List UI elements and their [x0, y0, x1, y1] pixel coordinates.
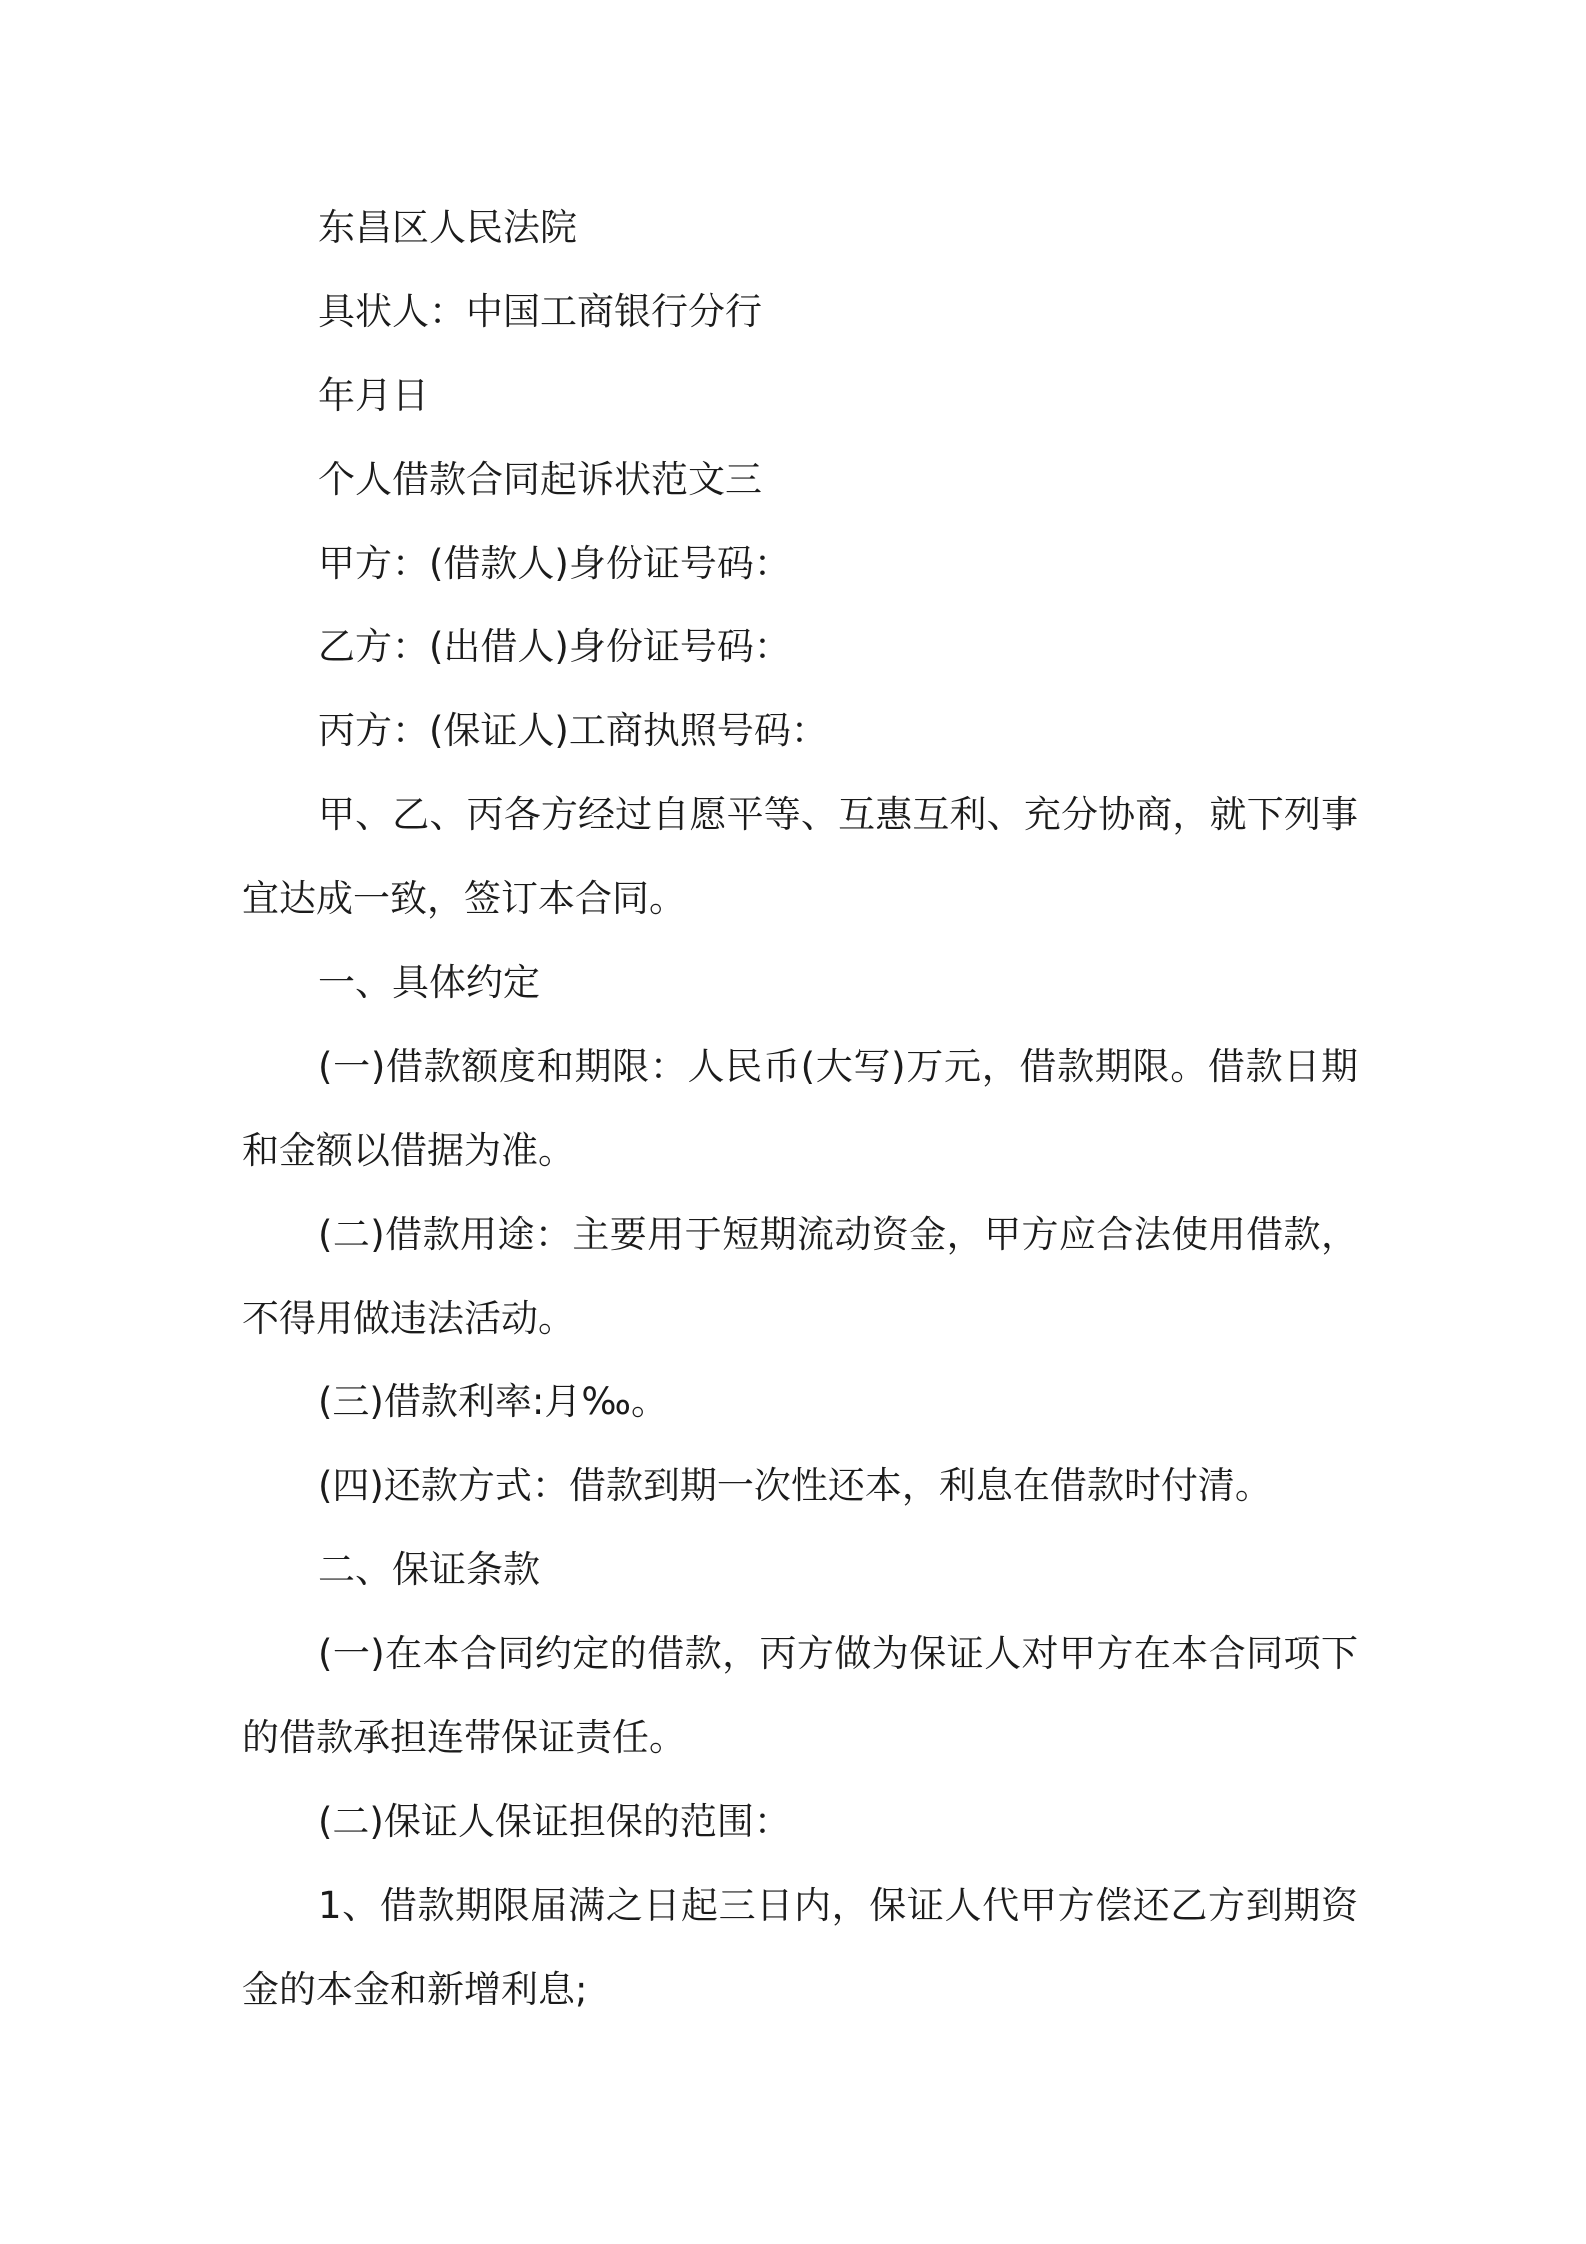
court-name: [242, 186, 1358, 270]
paragraph-line: 年月日: [318, 373, 429, 417]
clause-scope-item-1: [242, 1864, 1358, 2032]
clause-joint-liability: [242, 1612, 1358, 1780]
paragraph-line: 的借款承担连带保证责任。: [242, 1716, 686, 1760]
paragraph-line: (三)借款利率:月‰。: [318, 1380, 668, 1424]
plaintiff-line: [242, 270, 1358, 354]
paragraph-line: 东昌区人民法院: [318, 206, 577, 249]
paragraph-line: (二)保证人保证担保的范围：: [318, 1799, 791, 1843]
clause-repayment: [242, 1444, 1358, 1528]
section-title: [242, 438, 1358, 522]
paragraph-line: 金的本金和新增利息;: [242, 1967, 588, 2011]
paragraph-line: 甲方：(借款人)身份证号码：: [318, 541, 791, 585]
paragraph-line: 不得用做违法活动。: [242, 1296, 575, 1340]
party-c: [242, 689, 1358, 773]
paragraph-line: 一、具体约定: [318, 961, 540, 1005]
date-line: [242, 354, 1358, 438]
heading-guarantee-terms: [242, 1528, 1358, 1612]
paragraph-line: 宜达成一致，签订本合同。: [242, 877, 686, 921]
paragraph-line: 1、借款期限届满之日起三日内，保证人代甲方偿还乙方到期资: [318, 1883, 1358, 1927]
clause-interest-rate: [242, 1360, 1358, 1444]
party-b: [242, 605, 1358, 689]
clause-purpose: [242, 1193, 1358, 1361]
paragraph-line: (四)还款方式：借款到期一次性还本，利息在借款时付清。: [318, 1464, 1272, 1508]
paragraph-line: (二)借款用途：主要用于短期流动资金，甲方应合法使用借款，: [318, 1212, 1358, 1256]
paragraph-line: 乙方：(出借人)身份证号码：: [318, 625, 791, 669]
paragraph-line: 甲、乙、丙各方经过自愿平等、互惠互利、充分协商，就下列事: [318, 793, 1358, 837]
document-body: [242, 186, 1358, 2032]
heading-specific-terms: [242, 941, 1358, 1025]
clause-guarantee-scope: [242, 1780, 1358, 1864]
paragraph-line: 个人借款合同起诉状范文三: [318, 457, 762, 501]
paragraph-line: 具状人：中国工商银行分行: [318, 289, 762, 333]
preamble-paragraph: [242, 773, 1358, 941]
paragraph-line: (一)借款额度和期限：人民币(大写)万元，借款期限。借款日期: [318, 1044, 1358, 1088]
paragraph-line: 丙方：(保证人)工商执照号码：: [318, 709, 828, 753]
paragraph-line: 二、保证条款: [318, 1548, 540, 1592]
clause-amount-term: [242, 1025, 1358, 1193]
paragraph-line: (一)在本合同约定的借款，丙方做为保证人对甲方在本合同项下: [318, 1632, 1358, 1676]
paragraph-line: 和金额以借据为准。: [242, 1128, 575, 1172]
party-a: [242, 522, 1358, 606]
